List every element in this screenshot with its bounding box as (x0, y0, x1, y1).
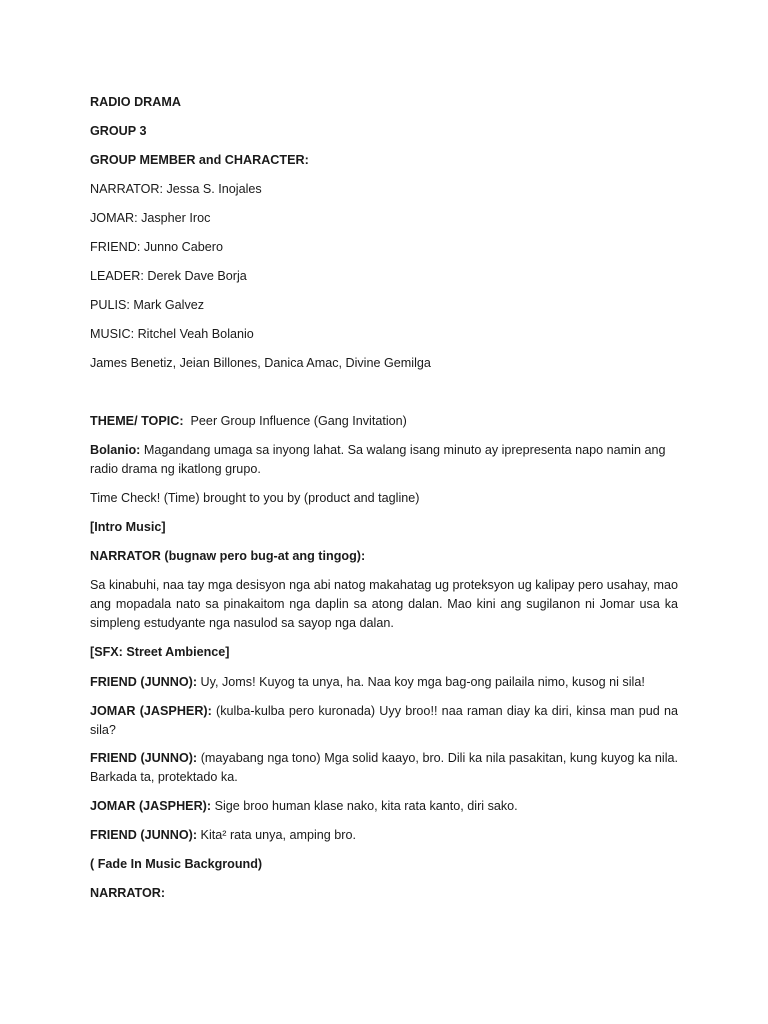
theme-line (90, 412, 678, 431)
sfx-cue: [SFX: Street Ambience] (90, 645, 230, 659)
narrator-end-heading: NARRATOR: (90, 886, 166, 900)
theme-value: Peer Group Influence (Gang Invitation) (190, 414, 407, 428)
dialogue-text: (mayabang nga tono) Mga solid kaayo, bro. Dili ka nila pasakitan, kung kuyog ka nila. Barkada ta, protektado ka. (90, 751, 678, 784)
dialogue-text: Magandang umaga sa inyong lahat. Sa walang isang minuto ay iprepresenta napo namin ang radio drama ng ikatlong grupo. (90, 443, 666, 476)
members-heading: GROUP MEMBER and CHARACTER: (90, 153, 309, 167)
cast-line-narrator: NARRATOR: Jessa S. Inojales (90, 182, 262, 196)
group-label: GROUP 3 (90, 124, 147, 138)
dialogue-jomar-2 (90, 797, 678, 816)
dialogue-text: Uy, Joms! Kuyog ta unya, ha. Naa koy mga bag-ong pailaila nimo, kusog ni sila! (200, 675, 645, 689)
dialogue-text: Sige broo human klase nako, kita rata kanto, diri sako. (214, 799, 518, 813)
time-check-line: Time Check! (Time) brought to you by (product and tagline) (90, 491, 420, 505)
speaker-label: FRIEND (JUNNO): (90, 828, 198, 842)
cast-line-music: MUSIC: Ritchel Veah Bolanio (90, 327, 254, 341)
speaker-label: JOMAR (JASPHER): (90, 799, 212, 813)
speaker-label: FRIEND (JUNNO): (90, 675, 198, 689)
speaker-label: FRIEND (JUNNO): (90, 751, 198, 765)
speaker-label: JOMAR (JASPHER): (90, 704, 212, 718)
bolanio-paragraph (90, 441, 678, 479)
dialogue-friend-1 (90, 673, 678, 692)
fade-in-cue: ( Fade In Music Background) (90, 857, 263, 871)
dialogue-jomar-1 (90, 702, 678, 740)
document-title: RADIO DRAMA (90, 95, 181, 109)
narrator-paragraph: Sa kinabuhi, naa tay mga desisyon nga abi natog makahatag ug proteksyon ug kalipay pero usahay, mao ang mopadala nato sa pinakaitom nga daplin sa atong dalan. Mao kini ang sugilanon ni Jomar usa ka simpleng estudyante nga nasulod sa sayop nga dalan. (90, 578, 678, 630)
speaker-label: Bolanio: (90, 443, 141, 457)
dialogue-text: Kita² rata unya, amping bro. (200, 828, 356, 842)
theme-label: THEME/ TOPIC: (90, 414, 184, 428)
cast-line-friend: FRIEND: Junno Cabero (90, 240, 223, 254)
cast-line-leader: LEADER: Derek Dave Borja (90, 269, 247, 283)
dialogue-friend-2 (90, 749, 678, 787)
narrator-heading: NARRATOR (bugnaw pero bug-at ang tingog): (90, 549, 366, 563)
dialogue-text: (kulba-kulba pero kuronada) Uyy broo!! naa raman diay ka diri, kinsa man pud na sila? (90, 704, 678, 737)
cast-line-pulis: PULIS: Mark Galvez (90, 298, 205, 312)
dialogue-friend-3 (90, 826, 678, 845)
intro-music-cue: [Intro Music] (90, 520, 166, 534)
cast-line-jomar: JOMAR: Jaspher Iroc (90, 211, 211, 225)
cast-line-others: James Benetiz, Jeian Billones, Danica Amac, Divine Gemilga (90, 356, 431, 370)
